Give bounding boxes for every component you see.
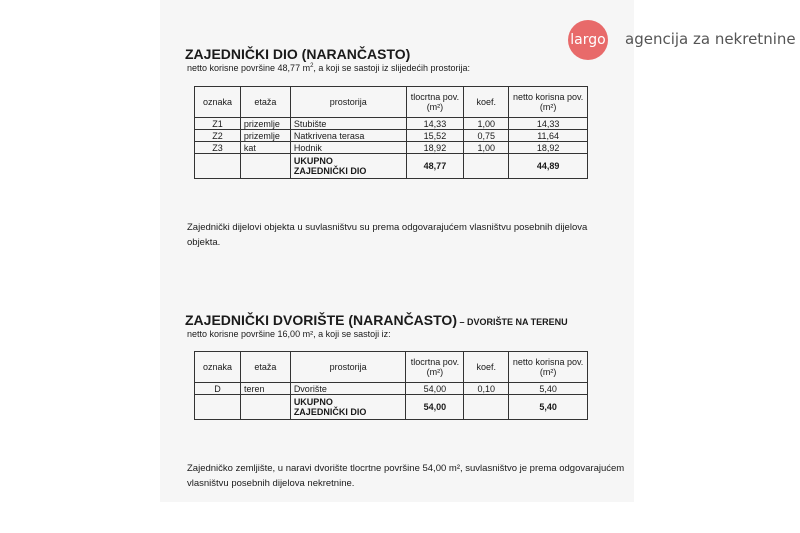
table-total-row [195, 154, 588, 179]
col-tlocrtna: tlocrtna pov.(m²) [406, 352, 464, 383]
agency-name: agencija za nekretnine [625, 30, 796, 48]
col-etaza: etaža [240, 352, 290, 383]
section2-table [194, 351, 588, 420]
table-total-row [195, 395, 588, 420]
total-netto: 5,40 [509, 395, 588, 420]
table-row: Z1 prizemlje Stubište 14,33 1,00 14,33 [195, 118, 588, 130]
total-tlocrtna: 48,77 [406, 154, 464, 179]
document-page [160, 0, 634, 502]
section1-title: ZAJEDNIČKI DIO (NARANČASTO) [185, 46, 411, 62]
largo-logo [568, 20, 608, 60]
section1-intro: netto korisne površine 48,77 $m^2$, a koji se sastoji iz slijedećih prostorija: [187, 63, 470, 73]
total-netto: 44,89 [509, 154, 588, 179]
table-row: Z3 kat Hodnik 18,92 1,00 18,92 [195, 142, 588, 154]
col-netto: netto korisna pov.(m²) [509, 87, 588, 118]
total-label: UKUPNO ZAJEDNIČKI DIO [290, 395, 406, 420]
col-koef: koef. [464, 352, 509, 383]
col-tlocrtna: tlocrtna pov.(m²) [406, 87, 464, 118]
col-oznaka: oznaka [195, 87, 241, 118]
total-tlocrtna: 54,00 [406, 395, 464, 420]
logo-text: largo [570, 32, 606, 48]
col-netto: netto korisna pov.(m²) [509, 352, 588, 383]
table-header-row [195, 87, 588, 118]
col-prostorija: prostorija [290, 352, 406, 383]
section2-intro: netto korisne površine 16,00 m², a koji se sastoji iz: [187, 329, 391, 339]
table-header-row [195, 352, 588, 383]
col-prostorija: prostorija [290, 87, 406, 118]
col-koef: koef. [464, 87, 509, 118]
table-row: Z2 prizemlje Natkrivena terasa 15,52 0,75 11,64 [195, 130, 588, 142]
section1-note: Zajednički dijelovi objekta u suvlasništvu su prema odgovarajućem vlasništvu posebnih dijelova objekta. [187, 222, 588, 248]
section1-table [194, 86, 588, 179]
section2-note: Zajedničko zemljište, u naravi dvorište tlocrtne površine 54,00 m², suvlasništvo je prema odgovarajućem vlasništvu posebnih dijelova nekretnine. [187, 463, 625, 489]
total-label: UKUPNO ZAJEDNIČKI DIO [290, 154, 406, 179]
table-row: D teren Dvorište 54,00 0,10 5,40 [195, 383, 588, 395]
section2-title: ZAJEDNIČKI DVORIŠTE (NARANČASTO) – DVORIŠTE NA TERENU [185, 312, 568, 328]
col-oznaka: oznaka [195, 352, 241, 383]
col-etaza: etaža [240, 87, 290, 118]
